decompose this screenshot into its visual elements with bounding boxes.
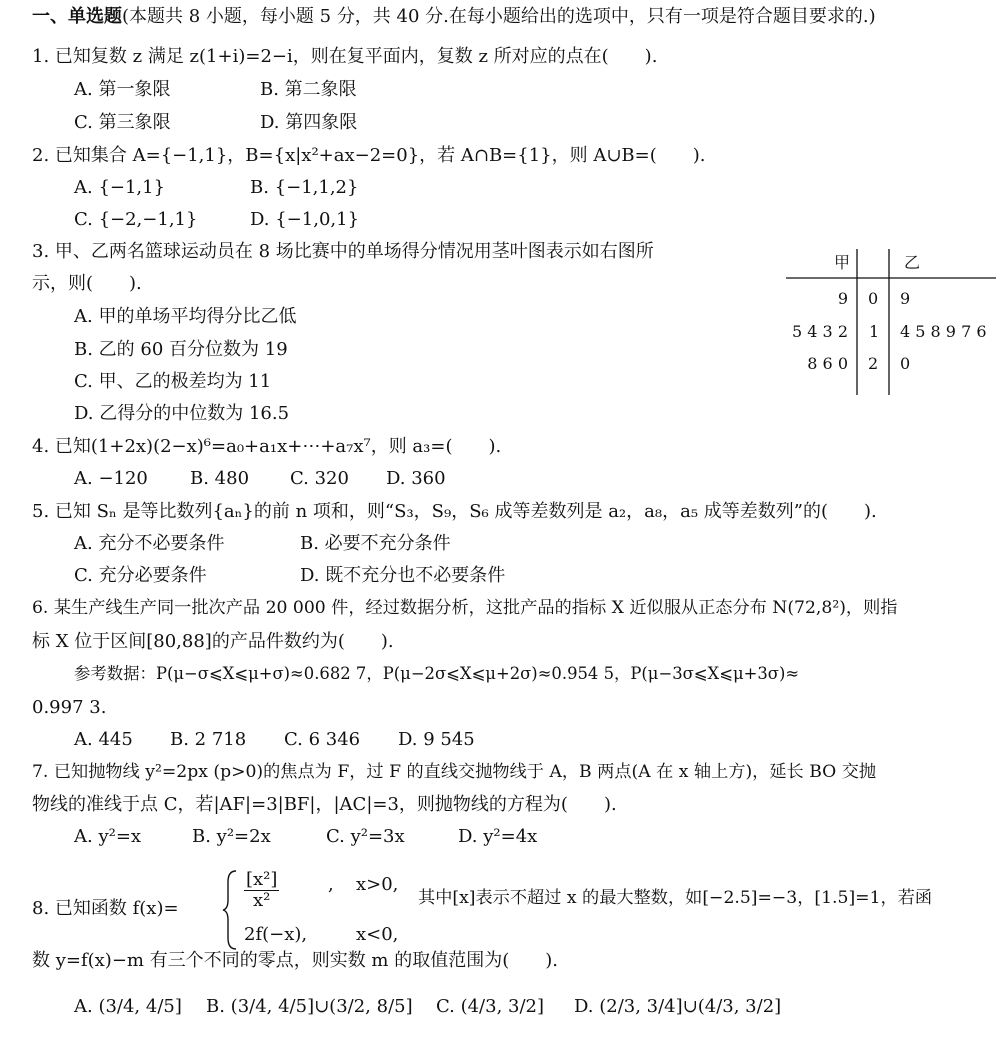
- q6-option-a: A. 445: [74, 729, 133, 750]
- q6-option-b: B. 2 718: [170, 729, 247, 750]
- q8-case2-expr: 2f(−x),: [244, 924, 308, 945]
- q5-option-b: B. 必要不充分条件: [300, 533, 451, 554]
- q3-option-b: B. 乙的 60 百分位数为 19: [74, 339, 288, 360]
- q8-option-a: A. (3/4, 4/5]: [74, 996, 182, 1017]
- q4-option-a: A. −120: [74, 468, 148, 489]
- stem-leaf-left-row1: 5 4 3 2: [792, 322, 848, 341]
- stem-leaf-right-row1: 4 5 8 9 7 6: [900, 322, 987, 341]
- section-header: [32, 8, 876, 26]
- q7-option-a: A. y²=x: [74, 826, 142, 847]
- q6-reference-line2: 0.997 3.: [32, 697, 107, 718]
- q2-option-b: B. {−1,1,2}: [250, 177, 359, 198]
- q8-case1-denominator: x²: [253, 889, 271, 911]
- q8-option-c: C. (4/3, 3/2]: [436, 996, 544, 1017]
- q2-option-c: C. {−2,−1,1}: [74, 209, 198, 230]
- q8-stem-line1: 8. 已知函数 f(x)= $\frac{\text{[x²]}}{\text{x²}}$ , x>0, 2f(−x), x<0, 其中[x]表示不超过 x 的最大整数，如[−2.5]=−3，[1.5]=1，若函: [32, 868, 992, 952]
- q8-stem-line2: 数 y=f(x)−m 有三个不同的零点，则实数 m 的取值范围为( ).: [32, 950, 558, 971]
- q2-stem: 2. 已知集合 A={−1,1}，B={x|x²+ax−2=0}，若 A∩B={1}，则 A∪B=( ).: [32, 145, 706, 166]
- stem-leaf-header-yi: 乙: [904, 253, 921, 272]
- q5-option-d: D. 既不充分也不必要条件: [300, 565, 506, 586]
- q7-option-d: D. y²=4x: [458, 826, 538, 847]
- stem-leaf-header-jia: 甲: [834, 253, 851, 272]
- stem-leaf-right-row0: 9: [900, 289, 911, 308]
- q6-option-d: D. 9 545: [398, 729, 475, 750]
- q1-stem: 1. 已知复数 z 满足 z(1+i)=2−i，则在复平面内，复数 z 所对应的点在( ).: [32, 46, 658, 67]
- q3-option-c: C. 甲、乙的极差均为 11: [74, 371, 272, 392]
- q6-stem-line2: 标 X 位于区间[80,88]的产品件数约为( ).: [32, 631, 394, 652]
- section-note: (本题共 8 小题，每小题 5 分，共 40 分.在每小题给出的选项中，只有一项是符合题目要求的.): [122, 6, 876, 27]
- q8-case2-condition: x<0,: [356, 924, 399, 945]
- q8-prefix: 8. 已知函数 f(x)=: [32, 898, 179, 919]
- q3-option-d: D. 乙得分的中位数为 16.5: [74, 403, 290, 424]
- q7-option-c: C. y²=3x: [326, 826, 405, 847]
- q7-stem-line2: 物线的准线于点 C，若|AF|=3|BF|，|AC|=3，则抛物线的方程为( ).: [32, 794, 617, 815]
- q6-stem-line1: 6. 某生产线生产同一批次产品 20 000 件，经过数据分析，这批产品的指标 X 近似服从正态分布 N(72,8²)，则指: [32, 598, 898, 618]
- q2-option-a: A. {−1,1}: [74, 177, 166, 198]
- q8-case1-fraction: [244, 870, 279, 911]
- q4-option-b: B. 480: [190, 468, 250, 489]
- q8-case1-expr: [244, 870, 279, 911]
- q3-stem-line1: 3. 甲、乙两名篮球运动员在 8 场比赛中的单场得分情况用茎叶图表示如右图所: [32, 241, 654, 262]
- piecewise-brace: [222, 870, 238, 950]
- q8-option-d: D. (2/3, 3/4]∪(4/3, 3/2]: [574, 996, 782, 1017]
- stem-leaf-left-row0: 9: [837, 289, 848, 308]
- section-title: 一、单选题: [32, 6, 122, 27]
- q1-option-c: C. 第三象限: [74, 112, 171, 133]
- q4-option-d: D. 360: [386, 468, 446, 489]
- q8-option-b: B. (3/4, 4/5]∪(3/2, 8/5]: [206, 996, 413, 1017]
- q1-option-b: B. 第二象限: [260, 79, 357, 100]
- q3-stem-line2: 示，则( ).: [32, 273, 142, 294]
- stem-leaf-stem-row0: 0: [868, 289, 879, 308]
- q8-suffix: 其中[x]表示不超过 x 的最大整数，如[−2.5]=−3，[1.5]=1，若函: [418, 888, 933, 908]
- q4-option-c: C. 320: [290, 468, 349, 489]
- stem-leaf-left-row2: 8 6 0: [807, 354, 848, 373]
- q4-stem: 4. 已知(1+2x)(2−x)⁶=a₀+a₁x+⋯+a₇x⁷，则 a₃=( ).: [32, 436, 502, 457]
- q2-option-d: D. {−1,0,1}: [250, 209, 360, 230]
- q7-stem-line1: 7. 已知抛物线 y²=2px (p>0)的焦点为 F，过 F 的直线交抛物线于 A，B 两点(A 在 x 轴上方)，延长 BO 交抛: [32, 762, 877, 782]
- q6-option-c: C. 6 346: [284, 729, 361, 750]
- stem-leaf-stem-row2: 2: [868, 354, 879, 373]
- q7-option-b: B. y²=2x: [192, 826, 271, 847]
- q1-option-d: D. 第四象限: [260, 112, 358, 133]
- q5-stem: 5. 已知 Sₙ 是等比数列{aₙ}的前 n 项和，则“S₃，S₉，S₆ 成等差数列是 a₂，a₈，a₅ 成等差数列”的( ).: [32, 501, 877, 522]
- stem-leaf-plot: [786, 249, 996, 395]
- q1-option-a: A. 第一象限: [74, 79, 171, 100]
- q6-reference-line1: 参考数据：P(μ−σ⩽X⩽μ+σ)≈0.682 7，P(μ−2σ⩽X⩽μ+2σ)≈0.954 5，P(μ−3σ⩽X⩽μ+3σ)≈: [74, 664, 800, 683]
- q5-option-c: C. 充分必要条件: [74, 565, 207, 586]
- stem-leaf-right-row2: 0: [900, 354, 911, 373]
- stem-leaf-stem-row1: 1: [869, 322, 880, 341]
- q3-option-a: A. 甲的单场平均得分比乙低: [74, 306, 297, 327]
- q5-option-a: A. 充分不必要条件: [74, 533, 225, 554]
- q8-case1-comma: ,: [328, 874, 334, 895]
- q8-case1-numerator: [x²]: [246, 869, 278, 890]
